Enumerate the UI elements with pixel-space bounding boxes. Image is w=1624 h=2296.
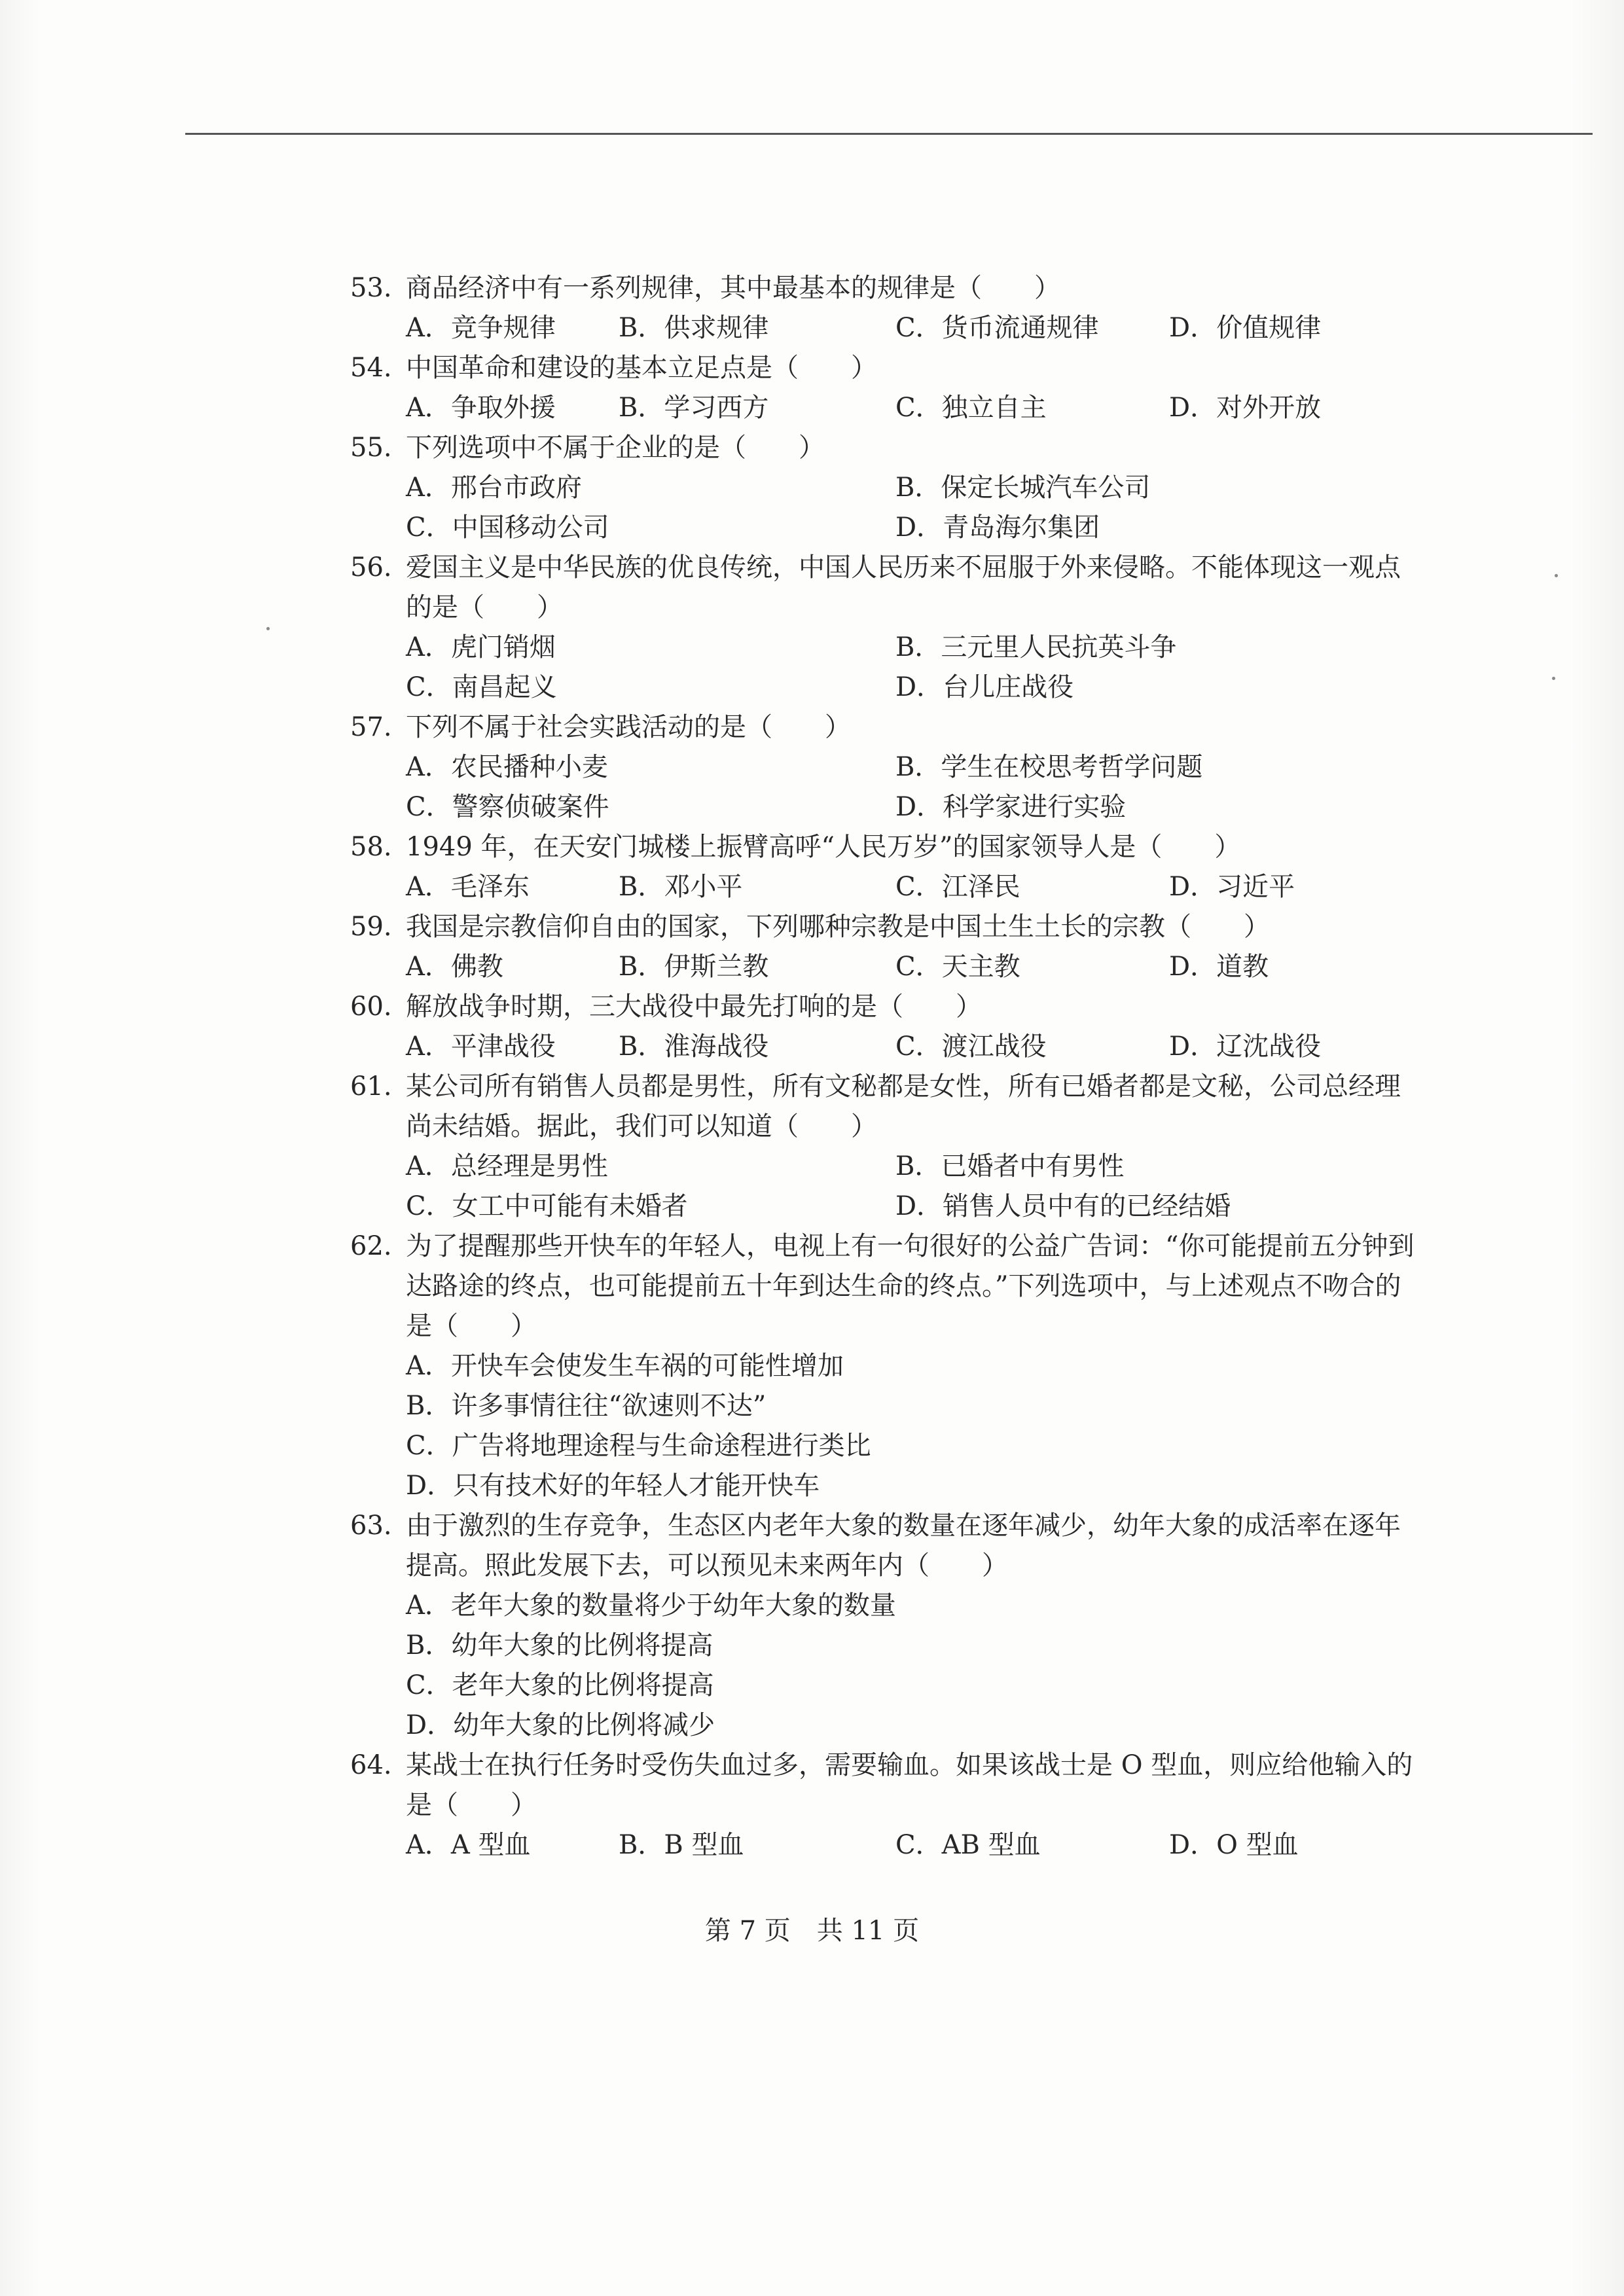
question-62 [350, 1227, 1424, 1506]
answer-option: D．台儿庄战役 [895, 672, 1074, 702]
question-60 [350, 987, 1424, 1067]
answer-options [406, 747, 1424, 827]
question-number: 64. [350, 1750, 392, 1780]
answer-options [406, 1825, 1424, 1865]
question-stem [350, 708, 1424, 747]
answer-option: D．习近平 [1169, 872, 1295, 902]
question-number: 55. [350, 433, 392, 463]
answer-options [406, 867, 1424, 907]
question-stem [350, 1506, 1424, 1586]
question-61 [350, 1067, 1424, 1227]
question-58 [350, 827, 1424, 907]
question-number: 61. [350, 1071, 392, 1102]
answer-options [406, 947, 1424, 987]
answer-option: C．中国移动公司 [406, 512, 609, 543]
question-number: 54. [350, 353, 392, 383]
question-stem [350, 987, 1424, 1027]
answer-option: A．争取外援 [406, 393, 556, 423]
question-text: 下列不属于社会实践活动的是（ ） [406, 712, 851, 742]
answer-option: A．竞争规律 [406, 313, 556, 343]
answer-option: D．只有技术好的年轻人才能开快车 [406, 1471, 820, 1501]
answer-options [406, 1027, 1424, 1067]
question-text: 1949 年，在天安门城楼上振臂高呼“人民万岁”的国家领导人是（ ） [406, 832, 1241, 862]
question-text: 解放战争时期，三大战役中最先打响的是（ ） [406, 992, 982, 1022]
answer-option: D．辽沈战役 [1169, 1031, 1322, 1062]
question-list [350, 268, 1424, 1865]
answer-option: D．道教 [1169, 952, 1269, 982]
answer-option: A．佛教 [406, 952, 503, 982]
question-text: 爱国主义是中华民族的优良传统，中国人民历来不屈服于外来侵略。不能体现这一观点的是（ ） [406, 552, 1401, 622]
question-stem [350, 827, 1424, 867]
answer-option: C．天主教 [895, 952, 1020, 982]
answer-option: B．学习西方 [619, 393, 769, 423]
question-stem [350, 1067, 1424, 1147]
answer-option: C．渡江战役 [895, 1031, 1047, 1062]
answer-option: B．保定长城汽车公司 [895, 473, 1151, 503]
answer-option: C．女工中可能有未婚者 [406, 1191, 688, 1221]
question-number: 62. [350, 1231, 392, 1261]
answer-option: A．农民播种小麦 [406, 752, 608, 782]
question-text: 下列选项中不属于企业的是（ ） [406, 433, 825, 463]
answer-option: C．警察侦破案件 [406, 792, 609, 822]
question-stem [350, 268, 1424, 308]
answer-option: A．A 型血 [406, 1830, 531, 1860]
question-57 [350, 708, 1424, 827]
answer-option: C．江泽民 [895, 872, 1020, 902]
answer-option: B．B 型血 [619, 1830, 744, 1860]
answer-options [406, 1586, 1424, 1746]
answer-option: A．平津战役 [406, 1031, 556, 1062]
header-rule [185, 133, 1593, 135]
answer-option: D．科学家进行实验 [895, 792, 1127, 822]
question-64 [350, 1746, 1424, 1865]
answer-option: D．对外开放 [1169, 393, 1322, 423]
answer-option: A．虎门销烟 [406, 632, 556, 662]
question-text: 为了提醒那些开快车的年轻人，电视上有一句很好的公益广告词：“你可能提前五分钟到达路途的终点，也可能提前五十年到达生命的终点。”下列选项中，与上述观点不吻合的是（ ） [406, 1231, 1415, 1341]
question-54 [350, 348, 1424, 428]
scan-speck [266, 627, 270, 630]
scan-speck [1552, 677, 1555, 680]
answer-option: B．供求规律 [619, 313, 769, 343]
answer-options [406, 308, 1424, 348]
answer-option: C．独立自主 [895, 393, 1047, 423]
answer-option: C．广告将地理途程与生命途程进行类比 [406, 1431, 871, 1461]
question-stem [350, 1227, 1424, 1346]
answer-option: C．AB 型血 [895, 1830, 1041, 1860]
answer-option: D．价值规律 [1169, 313, 1322, 343]
answer-option: B．淮海战役 [619, 1031, 769, 1062]
question-number: 59. [350, 912, 392, 942]
answer-option: A．开快车会使发生车祸的可能性增加 [406, 1351, 844, 1381]
answer-option: B．伊斯兰教 [619, 952, 769, 982]
page-number: 第 7 页 共 11 页 [704, 1916, 920, 1946]
answer-option: D．青岛海尔集团 [895, 512, 1100, 543]
answer-option: A．毛泽东 [406, 872, 530, 902]
question-stem [350, 548, 1424, 628]
answer-option: D．O 型血 [1169, 1830, 1299, 1860]
question-55 [350, 428, 1424, 548]
question-59 [350, 907, 1424, 987]
answer-option: B．学生在校思考哲学问题 [895, 752, 1203, 782]
scan-speck [1555, 574, 1558, 577]
question-text: 商品经济中有一系列规律，其中最基本的规律是（ ） [406, 273, 1060, 303]
question-number: 60. [350, 992, 392, 1022]
question-number: 57. [350, 712, 392, 742]
question-text: 我国是宗教信仰自由的国家，下列哪种宗教是中国土生土长的宗教（ ） [406, 912, 1270, 942]
question-number: 63. [350, 1511, 392, 1541]
answer-option: C．老年大象的比例将提高 [406, 1670, 714, 1700]
question-number: 56. [350, 552, 392, 583]
answer-option: B．幼年大象的比例将提高 [406, 1630, 713, 1660]
answer-option: C．南昌起义 [406, 672, 557, 702]
answer-options [406, 388, 1424, 428]
question-text: 中国革命和建设的基本立足点是（ ） [406, 353, 877, 383]
answer-option: B．三元里人民抗英斗争 [895, 632, 1177, 662]
question-text: 某战士在执行任务时受伤失血过多，需要输血。如果该战士是 O 型血，则应给他输入的是（ ） [406, 1750, 1413, 1820]
question-number: 58. [350, 832, 392, 862]
answer-options [406, 628, 1424, 708]
question-text: 由于激烈的生存竞争，生态区内老年大象的数量在逐年减少，幼年大象的成活率在逐年提高。照此发展下去，可以预见未来两年内（ ） [406, 1511, 1401, 1581]
question-stem [350, 907, 1424, 947]
question-number: 53. [350, 273, 392, 303]
answer-option: A．老年大象的数量将少于幼年大象的数量 [406, 1590, 896, 1621]
answer-options [406, 1346, 1424, 1506]
question-stem [350, 428, 1424, 468]
question-53 [350, 268, 1424, 348]
answer-option: A．邢台市政府 [406, 473, 582, 503]
question-56 [350, 548, 1424, 708]
question-stem [350, 1746, 1424, 1825]
answer-options [406, 1147, 1424, 1227]
question-text: 某公司所有销售人员都是男性，所有文秘都是女性，所有已婚者都是文秘，公司总经理尚未结婚。据此，我们可以知道（ ） [406, 1071, 1401, 1141]
answer-option: B．许多事情往往“欲速则不达” [406, 1391, 767, 1421]
answer-option: D．销售人员中有的已经结婚 [895, 1191, 1231, 1221]
question-stem [350, 348, 1424, 388]
answer-option: D．幼年大象的比例将减少 [406, 1710, 715, 1740]
answer-option: B．已婚者中有男性 [895, 1151, 1125, 1181]
answer-options [406, 468, 1424, 548]
answer-option: B．邓小平 [619, 872, 743, 902]
question-63 [350, 1506, 1424, 1746]
answer-option: A．总经理是男性 [406, 1151, 608, 1181]
answer-option: C．货币流通规律 [895, 313, 1099, 343]
